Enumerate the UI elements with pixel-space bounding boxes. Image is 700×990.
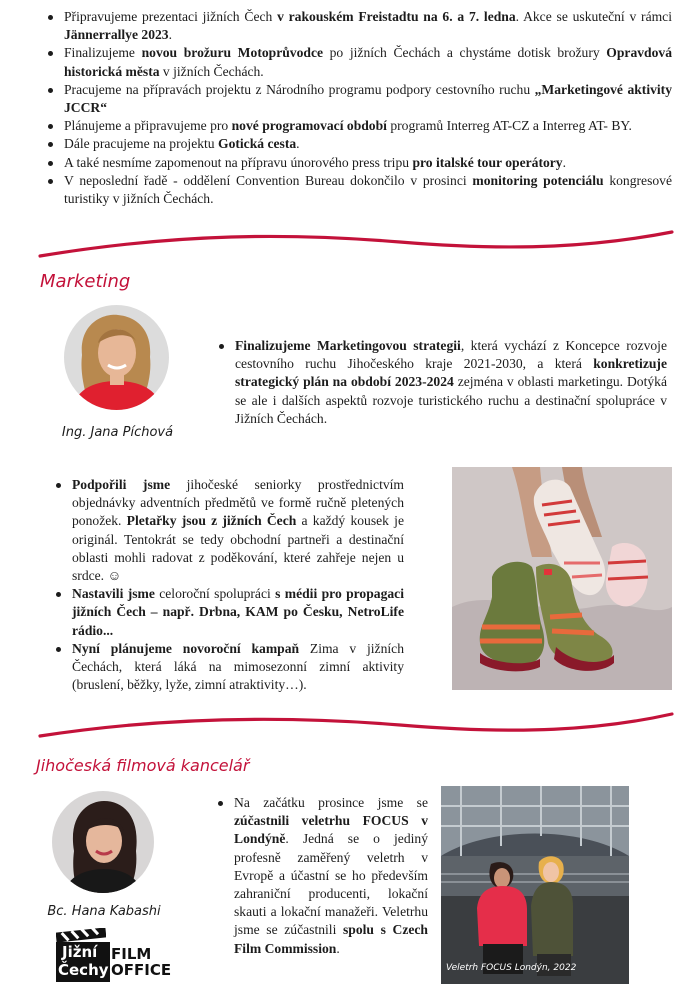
text-run: . Akce se uskuteční v rámci [515,9,672,24]
text-run: „Marketingové aktivity JCCR“ [64,81,673,116]
text-run: spolu s Czech Film Commission [234,922,428,956]
film-office-logo [56,928,176,982]
text-run: Pracujeme na přípravách projektu z Národního programu podpory cestovního ruchu [64,81,535,97]
intro-bullet-item [44,135,672,153]
text-run: Nyní plánujeme novoroční kampaň [72,640,300,656]
marketing-bullet-item [52,585,404,640]
text-run: . [168,27,172,43]
text-run: v jižních Čechách. [159,63,264,79]
text-run: a každý kousek je originál. Tentokrát se tedy obchodní partneři a destinační oblasti mohli radovat z poděkování, které zahřeje nejen u srdce. ☺ [72,513,404,584]
marketing-bullet-list [52,476,404,694]
text-run: Gotická cesta [218,136,297,152]
text-run: , která vychází z Koncepce rozvoje cestovního ruchu Jihočeského kraje 2021-2030, a která [235,338,667,372]
film-bullet-list [214,794,428,958]
text-run: monitoring potenciálu [472,172,604,188]
text-run: Dále pracujeme na projektu [64,136,218,152]
text-run: Připravujeme prezentaci jižních Čech [64,9,278,24]
text-run: Zima v jižních Čechách, která láká na mimosezonní zimní aktivity (bruslení, běžky, lyže, zimní atraktivity…). [72,640,404,693]
film-office-heading: Jihočeská filmová kancelář [36,756,250,775]
text-run: v rakouském Freistadtu na 6. a 7. ledna [277,9,516,24]
text-run: Nastavili jsme [72,586,160,602]
text-run: Na začátku prosince jsme se [234,795,428,810]
text-run: V neposlední řadě - oddělení Convention Bureau dokončilo v prosinci [64,172,473,188]
film-bullet [214,794,428,958]
intro-bullet-item [44,154,672,172]
marketing-bullet-item [52,476,404,585]
text-run: . Jedná se o jediný profesně zaměřený veletrh v Evropě a účastní se ho především zahraniční producenti, lokační skauti a lokační manažeři. Veletrhu jsme se zúčastnili [234,831,428,938]
focus-london-photo [441,786,629,984]
text-run: . [296,136,300,152]
portrait-jana-pichova [64,305,169,410]
text-run: Finalizujeme Marketingovou strategii [235,338,461,353]
text-run: zejména v oblasti marketingu. Dotýká se ale i dalších aspektů rozvoje turistického ruchu a destinační spolupráce v Jižních Čechách. [235,374,667,426]
text-run: pro italské tour operátory [412,154,563,170]
strategy-bullet [215,337,667,428]
intro-bullet-item [44,81,672,117]
intro-bullet-item [44,8,672,44]
text-run: A také nesmíme zapomenout na přípravu únorového press tripu [64,154,413,170]
text-run: konkretizuje strategický plán na období 2023-2024 [235,356,667,390]
marketing-strategy-list [215,337,667,428]
text-run: Finalizujeme [64,45,142,61]
text-run: kongresové turistiky v jižních Čechách. [64,172,672,207]
marketing-person-name: Ing. Jana Píchová [61,425,174,440]
logo-left-top: Jižní [62,943,98,961]
text-run: . [336,940,340,956]
text-run: Opravdová historická města [64,45,672,79]
text-run: Jännerrallye 2023 [64,27,169,43]
text-run: zúčastnili veletrhu FOCUS v Londýně [234,813,428,847]
film-person-name: Bc. Hana Kabashi [47,904,161,919]
marketing-bullet-item [52,640,404,695]
clapperboard-icon [56,928,106,942]
intro-bullet-item [44,172,672,208]
text-run: s médii pro propagaci jižních Čech – např. Drbna, KAM po Česku, NetroLife rádio... [72,586,404,638]
intro-bullet-item [44,117,672,135]
text-run: celoroční spolupráci [159,586,271,602]
photo-caption: Veletrh FOCUS Londýn, 2022 [446,963,577,973]
text-run: . [562,154,567,170]
text-run: Plánujeme a připravujeme pro [64,118,232,134]
marketing-heading: Marketing [40,271,131,292]
text-run: novou brožuru Motoprůvodce [141,45,324,61]
intro-bullet-list [44,8,672,208]
wave-divider [0,710,700,760]
text-run: po jižních Čechách a chystáme dotisk brožury [323,45,607,61]
socks-photo [452,467,672,690]
text-run: jihočeské seniorky prostřednictvím objednávky adventních předmětů ve formě ručně pletených ponožek. [72,477,404,529]
text-run: nové programovací období [231,118,387,134]
text-run: programů Interreg AT-CZ a Interreg AT- BY. [386,118,632,134]
text-run: Podpořili jsme [72,477,171,492]
logo-left-bottom: Čechy [58,961,109,979]
logo-right-top: FILM [111,945,152,963]
portrait-hana-kabashi [52,791,154,893]
text-run: Pletařky jsou z jižních Čech [126,513,297,529]
logo-right-bottom: OFFICE [111,961,172,979]
intro-bullet-item [44,44,672,80]
